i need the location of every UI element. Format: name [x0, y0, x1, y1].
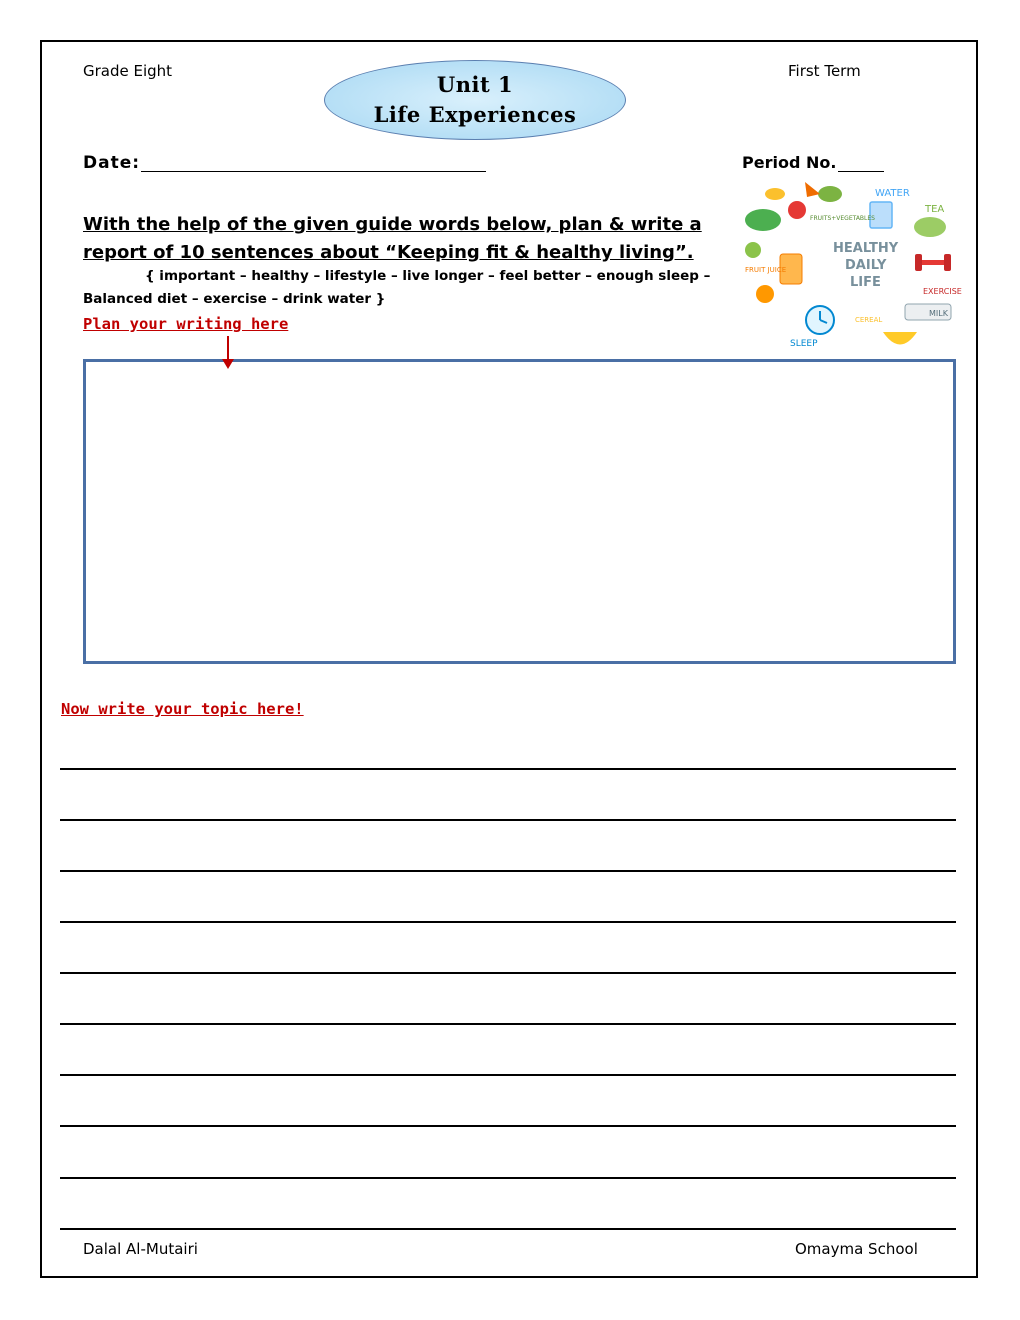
writing-line[interactable]: [60, 1125, 956, 1127]
arrow-head-icon: [222, 359, 234, 369]
date-field[interactable]: [141, 171, 486, 172]
writing-line[interactable]: [60, 1074, 956, 1076]
cereal-bowl-icon: [883, 332, 917, 345]
grade-label: Grade Eight: [83, 62, 173, 80]
illus-word-water: WATER: [875, 188, 910, 199]
date-label: Date:: [83, 153, 141, 173]
author-name: Dalal Al-Mutairi: [83, 1240, 198, 1258]
guide-words-line-1: { important – healthy – lifestyle – live longer – feel better – enough sleep –: [145, 268, 711, 284]
tomato-icon: [788, 201, 806, 219]
corn-icon: [765, 188, 785, 200]
illus-word-fruit-juice: FRUIT JUICE: [745, 266, 787, 274]
illus-word-sleep: SLEEP: [790, 339, 818, 349]
lettuce-icon: [745, 209, 781, 231]
illus-word-milk: MILK: [929, 309, 948, 318]
unit-subtitle: Life Experiences: [373, 102, 577, 127]
illus-word-healthy: HEALTHY: [833, 241, 899, 256]
dumbbell-icon: [920, 260, 946, 265]
writing-line[interactable]: [60, 870, 956, 872]
writing-line[interactable]: [60, 768, 956, 770]
broccoli-icon: [818, 186, 842, 202]
plan-writing-box[interactable]: [83, 359, 956, 664]
school-name: Omayma School: [795, 1240, 918, 1258]
unit-title: Unit 1: [436, 72, 514, 97]
illus-word-life: LIFE: [850, 275, 881, 290]
illus-word-tea: TEA: [925, 204, 945, 215]
writing-line[interactable]: [60, 1228, 956, 1230]
writing-line[interactable]: [60, 819, 956, 821]
apple-icon: [745, 242, 761, 258]
writing-line[interactable]: [60, 1023, 956, 1025]
unit-title-oval: [324, 60, 626, 140]
task-instruction: With the help of the given guide words below, plan & write a report of 10 sentences about “Keeping fit & healthy living”.: [83, 214, 702, 263]
writing-line[interactable]: [60, 1177, 956, 1179]
illus-word-fruits-vegetables: FRUITS+VEGETABLES: [810, 215, 875, 222]
plan-label: Plan your writing here: [83, 315, 289, 333]
writing-line[interactable]: [60, 921, 956, 923]
illus-word-exercise: EXERCISE: [923, 287, 962, 296]
illus-word-cereal: CEREAL: [855, 316, 883, 324]
orange-icon: [756, 285, 774, 303]
illus-word-daily: DAILY: [845, 258, 887, 273]
topic-label: Now write your topic here!: [61, 700, 304, 718]
healthy-living-illustration: [735, 172, 975, 362]
guide-words-line-2: Balanced diet – exercise – drink water }: [83, 291, 386, 307]
writing-line[interactable]: [60, 972, 956, 974]
term-label: First Term: [788, 62, 861, 80]
tea-cup-icon: [914, 217, 946, 237]
carrot-icon: [805, 182, 820, 197]
period-label: Period No.: [742, 153, 837, 172]
